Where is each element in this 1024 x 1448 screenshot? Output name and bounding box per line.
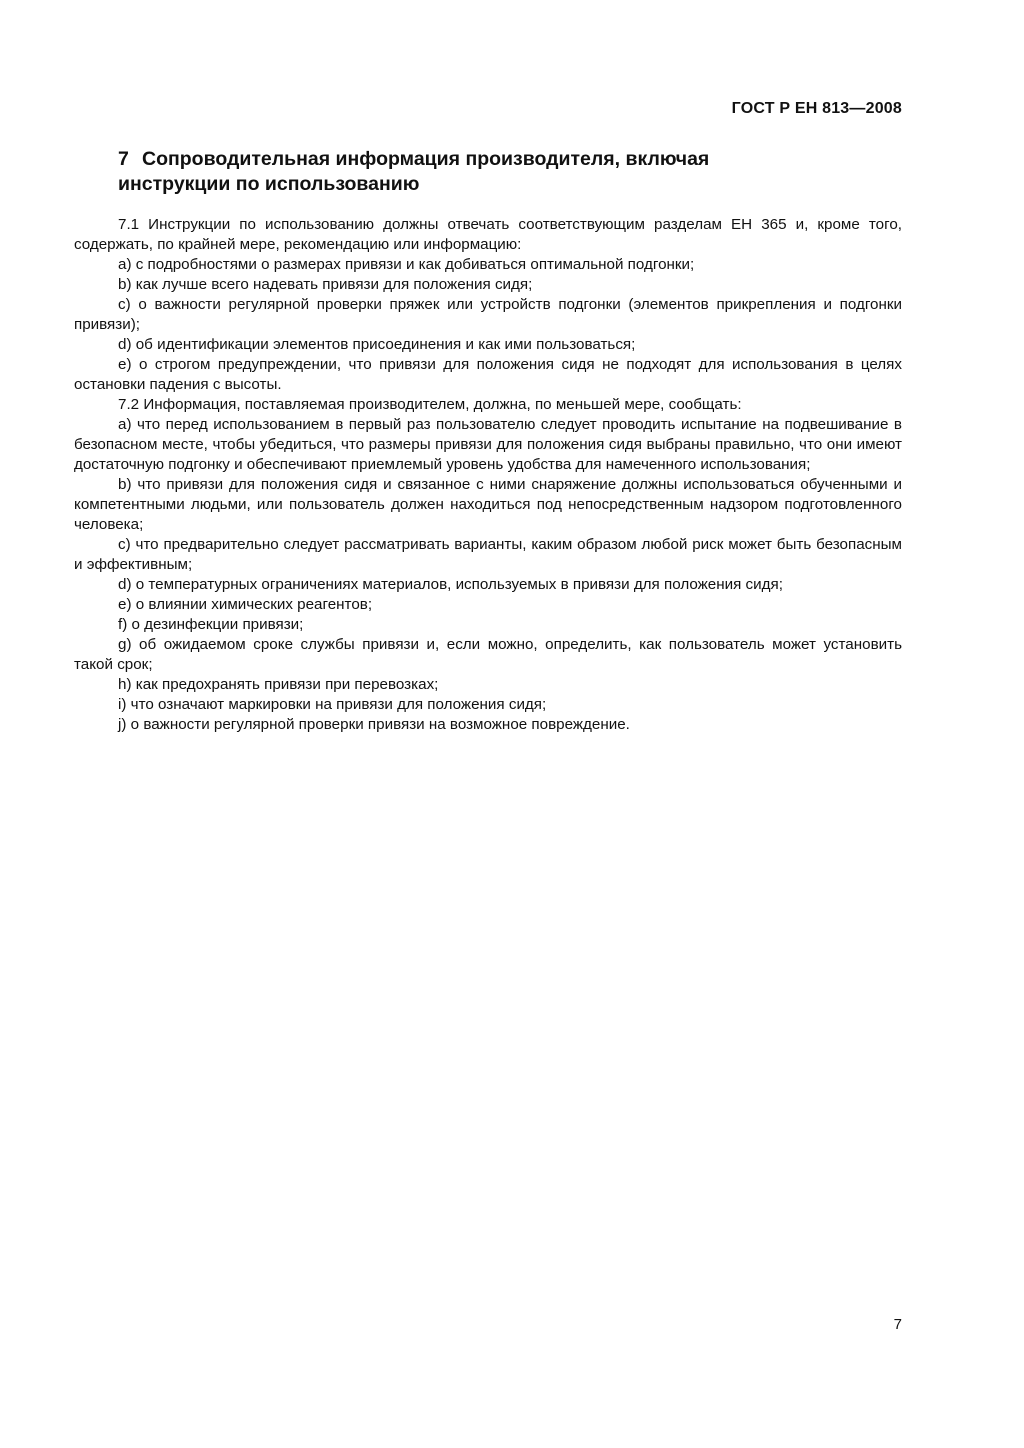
list-item-7-2-c: c) что предварительно следует рассматривать варианты, каким образом любой риск может быть безопасным и эффективным;: [74, 536, 902, 573]
list-item-7-2-g: g) об ожидаемом сроке службы привязи и, если можно, определить, как пользователь может установить такой срок;: [74, 636, 902, 673]
list-item-7-2-d: d) о температурных ограничениях материалов, используемых в привязи для положения сидя;: [118, 576, 783, 593]
list-item-7-2-i: i) что означают маркировки на привязи для положения сидя;: [118, 696, 547, 713]
list-item-7-2-h: h) как предохранять привязи при перевозках;: [118, 676, 439, 693]
list-item-7-2-e: e) о влиянии химических реагентов;: [118, 596, 373, 613]
paragraph-7-1: 7.1 Инструкции по использованию должны отвечать соответствующим разделам ЕН 365 и, кроме того, содержать, по крайней мере, рекомендацию или информацию:: [74, 216, 902, 253]
list-item-7-1-d: d) об идентификации элементов присоединения и как ими пользоваться;: [118, 336, 636, 353]
list-item-7-2-a: a) что перед использованием в первый раз пользователю следует проводить испытание на подвешивание в безопасном месте, чтобы убедиться, что размеры привязи для положения сидя выбраны правильно, что они имеют достаточную подгонку и обеспечивают приемлемый уровень удобства для намеченного использования;: [74, 416, 902, 473]
list-item-7-1-e: e) о строгом предупреждении, что привязи для положения сидя не подходят для использования в целях остановки падения с высоты.: [74, 356, 902, 393]
list-item-7-1-a: a) с подробностями о размерах привязи и как добиваться оптимальной подгонки;: [118, 256, 695, 273]
list-item-7-2-j: j) о важности регулярной проверки привязи на возможное повреждение.: [118, 716, 630, 733]
section-body: [74, 215, 902, 735]
list-item-7-1-b: b) как лучше всего надевать привязи для положения сидя;: [118, 276, 533, 293]
paragraph-7-2: 7.2 Информация, поставляемая производителем, должна, по меньшей мере, сообщать:: [118, 396, 742, 413]
section-title: [118, 147, 878, 197]
document-code: ГОСТ Р ЕН 813—2008: [731, 100, 902, 117]
list-item-7-2-b: b) что привязи для положения сидя и связанное с ними снаряжение должны использоваться обученными и компетентными людьми, или пользователь должен находиться под непосредственным надзором подготовленного человека;: [74, 476, 902, 533]
section-title-line-2: инструкции по использованию: [118, 173, 420, 195]
section-title-line-1: Сопроводительная информация производителя, включая: [142, 148, 710, 170]
list-item-7-2-f: f) о дезинфекции привязи;: [118, 616, 304, 633]
list-item-7-1-c: c) о важности регулярной проверки пряжек или устройств подгонки (элементов прикрепления и подгонки привязи);: [74, 296, 902, 333]
page-number: 7: [893, 1316, 902, 1333]
section-number: 7: [118, 148, 129, 170]
